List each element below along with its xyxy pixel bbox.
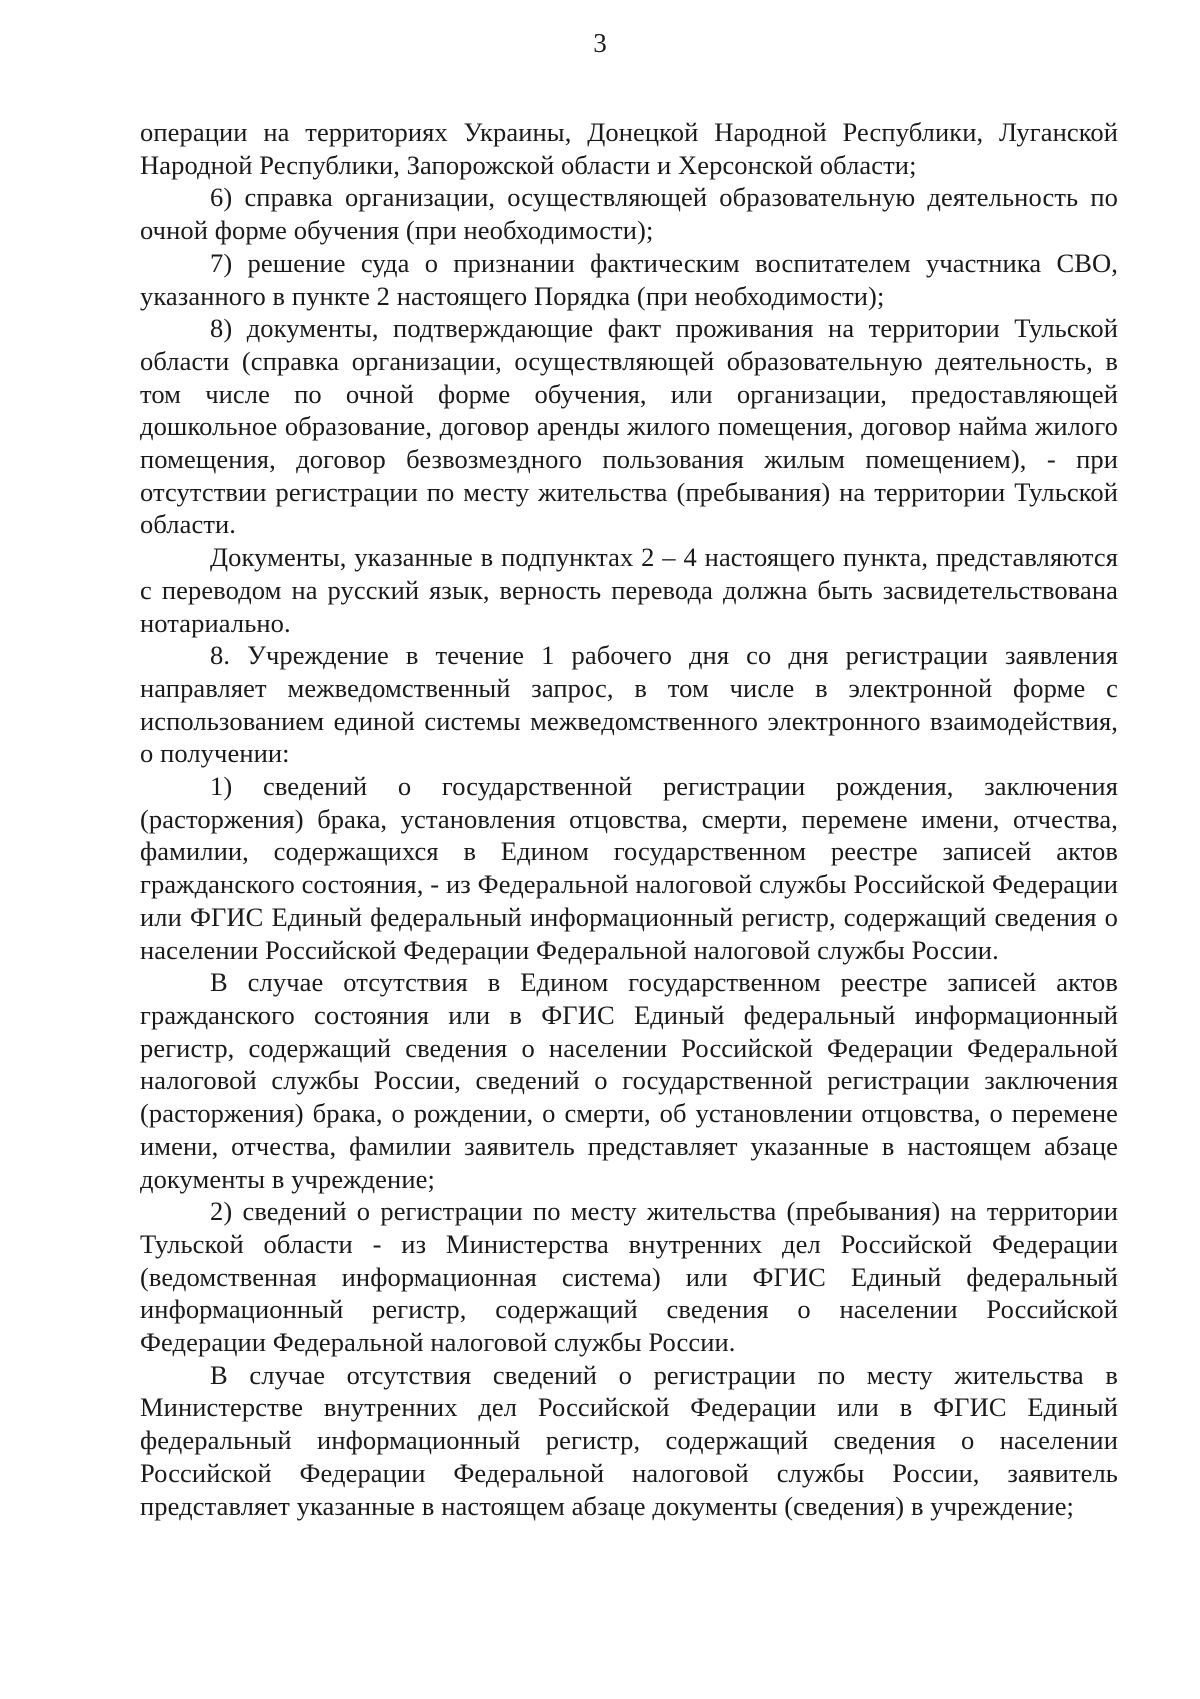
paragraph-subitem-2: 2) сведений о регистрации по месту жительства (пребывания) на территории Тульской области - из Министерства внутренних дел Российской Федерации (ведомственная информационная система) или ФГИС Единый федеральный информационный регистр, содержащий сведения о населении Российской Федерации Федеральной налоговой службы России. bbox=[140, 1196, 1118, 1358]
paragraph-item-6: 6) справка организации, осуществляющей образовательную деятельность по очной форме обучения (при необходимости); bbox=[140, 182, 1118, 246]
paragraph-item-8: 8) документы, подтверждающие факт проживания на территории Тульской области (справка организации, осуществляющей образовательную деятельность, в том числе по очной форме обучения, или организации, предоставляющей дошкольное образование, договор аренды жилого помещения, договор найма жилого помещения, договор безвозмездного пользования жилым помещением), - при отсутствии регистрации по месту жительства (пребывания) на территории Тульской области. bbox=[140, 313, 1118, 540]
paragraph-subitem-1-absence: В случае отсутствия в Едином государственном реестре записей актов гражданского состояния или в ФГИС Единый федеральный информационный регистр, содержащий сведения о населении Российской Федерации Федеральной налоговой службы России, сведений о государственной регистрации заключения (расторжения) брака, о рождении, о смерти, об установлении отцовства, о перемене имени, отчества, фамилии заявитель представляет указанные в настоящем абзаце документы в учреждение; bbox=[140, 967, 1118, 1194]
document-body bbox=[140, 116, 1118, 1522]
paragraph-clause-8: 8. Учреждение в течение 1 рабочего дня со дня регистрации заявления направляет межведомственный запрос, в том числе в электронной форме с использованием единой системы межведомственного электронного взаимодействия, о получении: bbox=[140, 640, 1118, 769]
paragraph-subitem-1: 1) сведений о государственной регистрации рождения, заключения (расторжения) брака, установления отцовства, смерти, перемене имени, отчества, фамилии, содержащихся в Едином государственном реестре записей актов гражданского состояния, - из Федеральной налоговой службы Российской Федерации или ФГИС Единый федеральный информационный регистр, содержащий сведения о населении Российской Федерации Федеральной налоговой службы России. bbox=[140, 771, 1118, 965]
paragraph-subitem-2-absence: В случае отсутствия сведений о регистрации по месту жительства в Министерстве внутренних дел Российской Федерации или в ФГИС Единый федеральный информационный регистр, содержащий сведения о населении Российской Федерации Федеральной налоговой службы России, заявитель представляет указанные в настоящем абзаце документы (сведения) в учреждение; bbox=[140, 1359, 1118, 1521]
paragraph-translation-note: Документы, указанные в подпунктах 2 – 4 настоящего пункта, представляются с переводом на русский язык, верность перевода должна быть засвидетельствована нотариально. bbox=[140, 542, 1118, 638]
paragraph-continuation: операции на территориях Украины, Донецкой Народной Республики, Луганской Народной Республики, Запорожской области и Херсонской области; bbox=[140, 117, 1118, 180]
paragraph-item-7: 7) решение суда о признании фактическим воспитателем участника СВО, указанного в пункте 2 настоящего Порядка (при необходимости); bbox=[140, 247, 1118, 311]
page-number: 3 bbox=[593, 28, 607, 58]
